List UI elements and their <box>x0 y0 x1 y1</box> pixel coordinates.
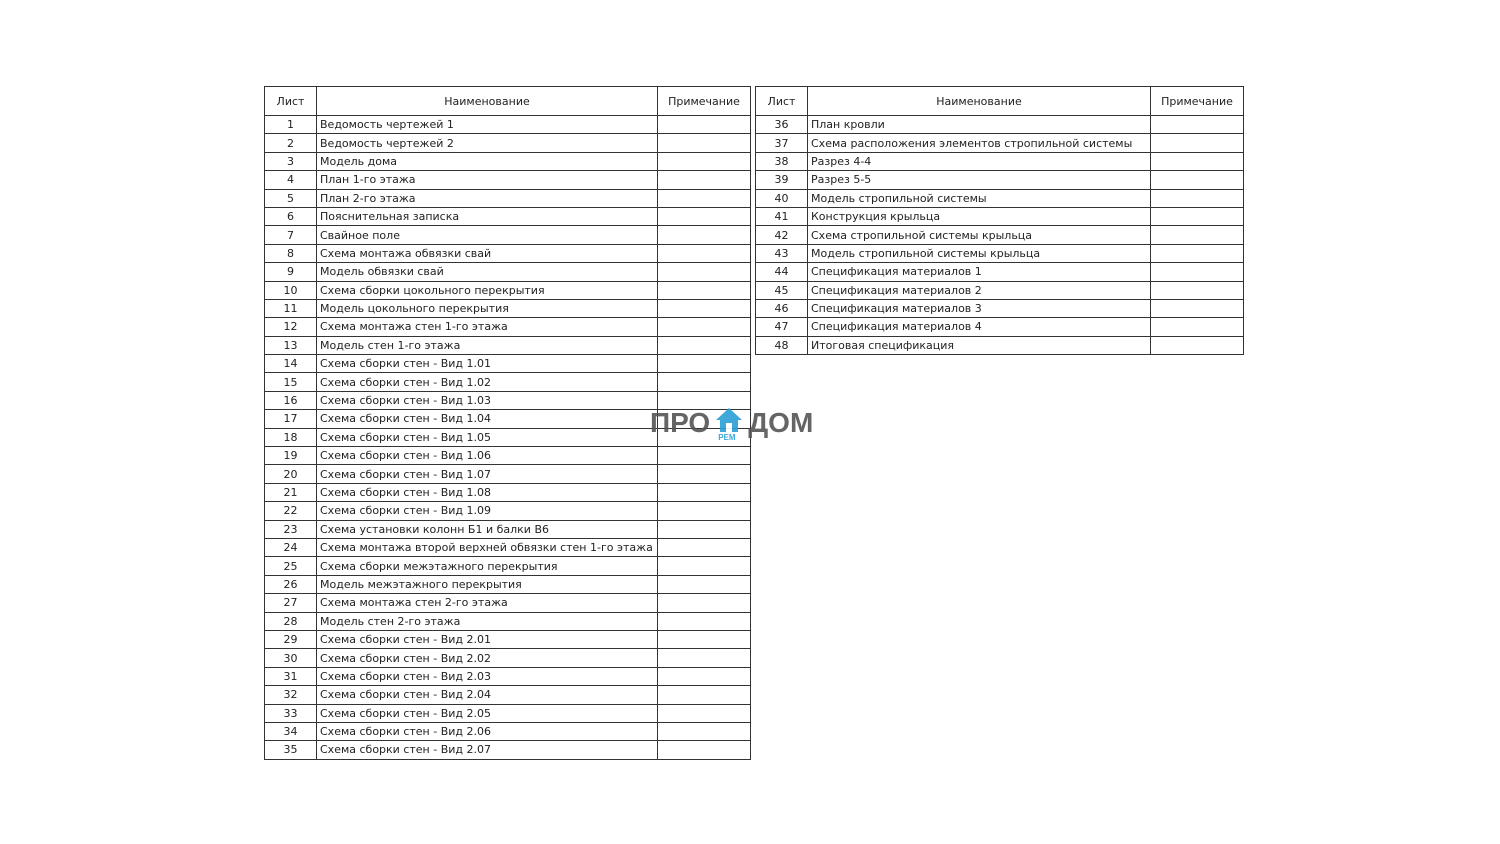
sheet-number-cell: 21 <box>265 483 317 501</box>
sheet-number-cell: 38 <box>756 152 808 170</box>
table-row <box>265 189 751 207</box>
sheet-name-cell: Пояснительная записка <box>317 207 658 225</box>
table-row <box>265 502 751 520</box>
sheet-number-cell: 30 <box>265 649 317 667</box>
sheet-number-cell: 34 <box>265 722 317 740</box>
sheet-note-cell <box>658 336 751 354</box>
table-row <box>265 355 751 373</box>
column-header-sheet: Лист <box>756 87 808 116</box>
sheet-number-cell: 35 <box>265 741 317 759</box>
drawings-list-table-right <box>755 86 1244 355</box>
sheet-name-cell: Модель дома <box>317 152 658 170</box>
sheet-name-cell: Схема сборки стен - Вид 1.06 <box>317 447 658 465</box>
sheet-note-cell <box>658 667 751 685</box>
table-row <box>265 263 751 281</box>
sheet-note-cell <box>1151 207 1244 225</box>
sheet-note-cell <box>658 538 751 556</box>
table-row <box>265 336 751 354</box>
sheet-number-cell: 20 <box>265 465 317 483</box>
sheet-name-cell: Модель стен 2-го этажа <box>317 612 658 630</box>
table-row <box>265 649 751 667</box>
table-row <box>265 244 751 262</box>
sheet-note-cell <box>1151 318 1244 336</box>
table-row <box>265 207 751 225</box>
sheet-number-cell: 12 <box>265 318 317 336</box>
sheet-name-cell: Схема сборки стен - Вид 1.09 <box>317 502 658 520</box>
sheet-name-cell: Модель межэтажного перекрытия <box>317 575 658 593</box>
table-row <box>265 171 751 189</box>
sheet-note-cell <box>1151 134 1244 152</box>
sheet-note-cell <box>658 502 751 520</box>
sheet-note-cell <box>658 116 751 134</box>
sheet-note-cell <box>658 704 751 722</box>
table-row <box>756 281 1244 299</box>
sheet-number-cell: 5 <box>265 189 317 207</box>
sheet-note-cell <box>658 171 751 189</box>
sheet-number-cell: 28 <box>265 612 317 630</box>
sheet-name-cell: Спецификация материалов 1 <box>808 263 1151 281</box>
watermark-text-right: ДОМ <box>748 407 814 438</box>
sheet-number-cell: 22 <box>265 502 317 520</box>
sheet-name-cell: Разрез 4-4 <box>808 152 1151 170</box>
table-row <box>265 152 751 170</box>
sheet-note-cell <box>1151 263 1244 281</box>
sheet-note-cell <box>1151 244 1244 262</box>
sheet-number-cell: 17 <box>265 410 317 428</box>
sheet-number-cell: 19 <box>265 447 317 465</box>
table-row <box>756 263 1244 281</box>
sheet-name-cell: Спецификация материалов 3 <box>808 299 1151 317</box>
sheet-number-cell: 15 <box>265 373 317 391</box>
sheet-note-cell <box>658 281 751 299</box>
sheet-number-cell: 7 <box>265 226 317 244</box>
sheet-number-cell: 42 <box>756 226 808 244</box>
table-row <box>265 299 751 317</box>
table-header-row <box>265 87 751 116</box>
sheet-name-cell: План 2-го этажа <box>317 189 658 207</box>
sheet-note-cell <box>658 594 751 612</box>
sheet-number-cell: 27 <box>265 594 317 612</box>
sheet-note-cell <box>658 630 751 648</box>
sheet-number-cell: 1 <box>265 116 317 134</box>
sheet-number-cell: 46 <box>756 299 808 317</box>
column-header-name: Наименование <box>808 87 1151 116</box>
sheet-name-cell: Разрез 5-5 <box>808 171 1151 189</box>
sheet-note-cell <box>658 207 751 225</box>
sheet-note-cell <box>658 520 751 538</box>
table-row <box>756 299 1244 317</box>
sheet-note-cell <box>658 649 751 667</box>
sheet-number-cell: 32 <box>265 686 317 704</box>
sheet-number-cell: 16 <box>265 391 317 409</box>
sheet-number-cell: 2 <box>265 134 317 152</box>
sheet-number-cell: 10 <box>265 281 317 299</box>
table-row <box>265 722 751 740</box>
sheet-note-cell <box>658 557 751 575</box>
sheet-name-cell: Спецификация материалов 2 <box>808 281 1151 299</box>
table-row <box>265 704 751 722</box>
sheet-number-cell: 33 <box>265 704 317 722</box>
sheet-name-cell: Модель стен 1-го этажа <box>317 336 658 354</box>
table-row <box>265 373 751 391</box>
table-row <box>265 465 751 483</box>
sheet-note-cell <box>1151 189 1244 207</box>
sheet-name-cell: Схема монтажа стен 1-го этажа <box>317 318 658 336</box>
watermark-text-left: ПРО <box>650 407 711 438</box>
table-row <box>265 483 751 501</box>
table-row <box>265 447 751 465</box>
sheet-name-cell: Модель цокольного перекрытия <box>317 299 658 317</box>
column-header-name: Наименование <box>317 87 658 116</box>
sheet-note-cell <box>658 152 751 170</box>
sheet-note-cell <box>658 263 751 281</box>
sheet-name-cell: Модель обвязки свай <box>317 263 658 281</box>
table-row <box>756 116 1244 134</box>
sheet-name-cell: Схема сборки стен - Вид 2.07 <box>317 741 658 759</box>
sheet-note-cell <box>658 244 751 262</box>
sheet-number-cell: 23 <box>265 520 317 538</box>
sheet-name-cell: Схема сборки стен - Вид 1.01 <box>317 355 658 373</box>
sheet-number-cell: 6 <box>265 207 317 225</box>
watermark-logo <box>650 403 850 443</box>
sheet-name-cell: Схема сборки межэтажного перекрытия <box>317 557 658 575</box>
sheet-name-cell: Схема сборки стен - Вид 1.07 <box>317 465 658 483</box>
sheet-number-cell: 9 <box>265 263 317 281</box>
sheet-note-cell <box>658 612 751 630</box>
table-row <box>756 318 1244 336</box>
sheet-name-cell: Схема сборки стен - Вид 2.03 <box>317 667 658 685</box>
table-row <box>265 557 751 575</box>
sheet-name-cell: Схема стропильной системы крыльца <box>808 226 1151 244</box>
sheet-note-cell <box>1151 116 1244 134</box>
sheet-name-cell: Схема сборки стен - Вид 1.04 <box>317 410 658 428</box>
sheet-note-cell <box>1151 226 1244 244</box>
sheet-number-cell: 37 <box>756 134 808 152</box>
sheet-number-cell: 18 <box>265 428 317 446</box>
table-row <box>756 134 1244 152</box>
sheet-number-cell: 36 <box>756 116 808 134</box>
sheet-number-cell: 40 <box>756 189 808 207</box>
table-row <box>265 741 751 759</box>
sheet-note-cell <box>658 575 751 593</box>
sheet-name-cell: Схема монтажа второй верхней обвязки стен 1-го этажа <box>317 538 658 556</box>
sheet-name-cell: Схема сборки стен - Вид 1.03 <box>317 391 658 409</box>
sheet-name-cell: Итоговая спецификация <box>808 336 1151 354</box>
sheet-note-cell <box>658 686 751 704</box>
sheet-name-cell: Модель стропильной системы крыльца <box>808 244 1151 262</box>
sheet-name-cell: Схема сборки стен - Вид 2.06 <box>317 722 658 740</box>
sheet-note-cell <box>658 318 751 336</box>
table-row <box>756 171 1244 189</box>
sheet-note-cell <box>1151 152 1244 170</box>
sheet-note-cell <box>1151 281 1244 299</box>
sheet-name-cell: Схема установки колонн Б1 и балки В6 <box>317 520 658 538</box>
sheet-number-cell: 4 <box>265 171 317 189</box>
sheet-name-cell: План кровли <box>808 116 1151 134</box>
house-icon <box>714 406 744 440</box>
sheet-name-cell: Схема сборки стен - Вид 1.02 <box>317 373 658 391</box>
sheet-number-cell: 8 <box>265 244 317 262</box>
column-header-note: Примечание <box>658 87 751 116</box>
table-header-row <box>756 87 1244 116</box>
sheet-name-cell: Схема сборки цокольного перекрытия <box>317 281 658 299</box>
sheet-name-cell: Схема сборки стен - Вид 2.05 <box>317 704 658 722</box>
sheet-number-cell: 31 <box>265 667 317 685</box>
sheet-note-cell <box>1151 171 1244 189</box>
table-row <box>265 575 751 593</box>
table-row <box>265 318 751 336</box>
sheet-number-cell: 24 <box>265 538 317 556</box>
sheet-name-cell: Схема сборки стен - Вид 2.04 <box>317 686 658 704</box>
sheet-number-cell: 41 <box>756 207 808 225</box>
sheet-number-cell: 11 <box>265 299 317 317</box>
sheet-note-cell <box>658 299 751 317</box>
table-row <box>265 538 751 556</box>
table-row <box>756 152 1244 170</box>
sheet-note-cell <box>658 355 751 373</box>
sheet-note-cell <box>658 465 751 483</box>
sheet-number-cell: 29 <box>265 630 317 648</box>
table-row <box>265 686 751 704</box>
table-row <box>756 226 1244 244</box>
table-row <box>265 226 751 244</box>
sheet-name-cell: Конструкция крыльца <box>808 207 1151 225</box>
sheet-note-cell <box>658 373 751 391</box>
sheet-name-cell: Схема сборки стен - Вид 2.02 <box>317 649 658 667</box>
table-row <box>265 134 751 152</box>
sheet-number-cell: 44 <box>756 263 808 281</box>
sheet-number-cell: 3 <box>265 152 317 170</box>
sheet-number-cell: 13 <box>265 336 317 354</box>
sheet-name-cell: Ведомость чертежей 1 <box>317 116 658 134</box>
sheet-name-cell: Схема сборки стен - Вид 1.05 <box>317 428 658 446</box>
sheet-number-cell: 47 <box>756 318 808 336</box>
sheet-number-cell: 39 <box>756 171 808 189</box>
table-row <box>756 207 1244 225</box>
sheet-number-cell: 25 <box>265 557 317 575</box>
sheet-name-cell: Схема монтажа обвязки свай <box>317 244 658 262</box>
sheet-note-cell <box>658 226 751 244</box>
sheet-name-cell: План 1-го этажа <box>317 171 658 189</box>
table-row <box>265 281 751 299</box>
sheet-number-cell: 43 <box>756 244 808 262</box>
sheet-note-cell <box>658 722 751 740</box>
table-row <box>265 520 751 538</box>
sheet-number-cell: 14 <box>265 355 317 373</box>
table-row <box>265 667 751 685</box>
column-header-sheet: Лист <box>265 87 317 116</box>
table-row <box>265 630 751 648</box>
sheet-note-cell <box>1151 336 1244 354</box>
table-row <box>265 594 751 612</box>
sheet-number-cell: 48 <box>756 336 808 354</box>
table-row <box>265 612 751 630</box>
table-row <box>756 189 1244 207</box>
sheet-name-cell: Спецификация материалов 4 <box>808 318 1151 336</box>
sheet-name-cell: Свайное поле <box>317 226 658 244</box>
sheet-number-cell: 26 <box>265 575 317 593</box>
sheet-note-cell <box>1151 299 1244 317</box>
sheet-note-cell <box>658 189 751 207</box>
column-header-note: Примечание <box>1151 87 1244 116</box>
sheet-name-cell: Схема монтажа стен 2-го этажа <box>317 594 658 612</box>
table-row <box>756 244 1244 262</box>
watermark-subtext: РЕМ <box>718 433 736 442</box>
sheet-name-cell: Схема расположения элементов стропильной системы <box>808 134 1151 152</box>
table-row <box>265 116 751 134</box>
sheet-name-cell: Схема сборки стен - Вид 1.08 <box>317 483 658 501</box>
sheet-name-cell: Ведомость чертежей 2 <box>317 134 658 152</box>
sheet-note-cell <box>658 134 751 152</box>
sheet-note-cell <box>658 447 751 465</box>
sheet-note-cell <box>658 741 751 759</box>
sheet-note-cell <box>658 483 751 501</box>
sheet-name-cell: Модель стропильной системы <box>808 189 1151 207</box>
table-row <box>756 336 1244 354</box>
sheet-name-cell: Схема сборки стен - Вид 2.01 <box>317 630 658 648</box>
sheet-number-cell: 45 <box>756 281 808 299</box>
